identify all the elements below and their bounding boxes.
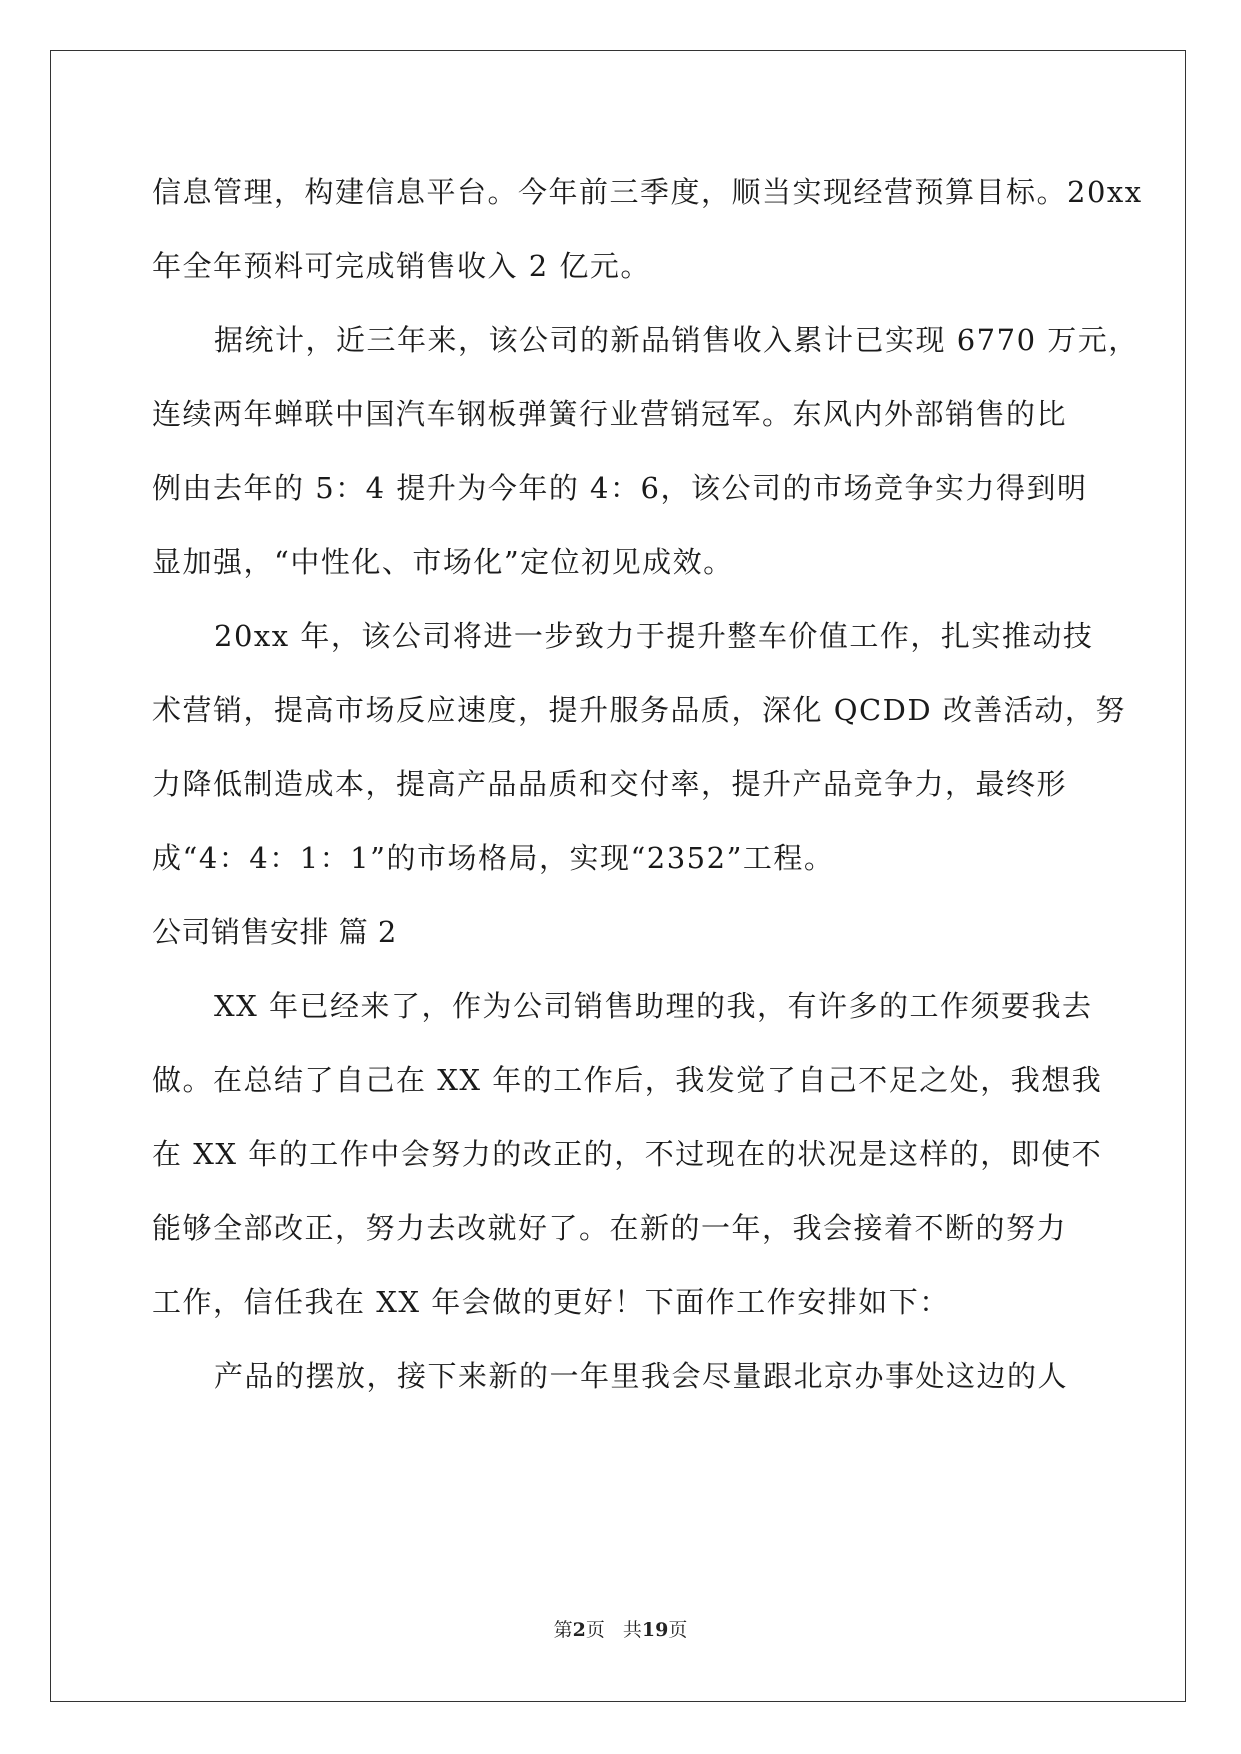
text-line: 术营销，提高市场反应速度，提升服务品质，深化 QCDD 改善活动，努 — [152, 693, 1126, 727]
text-line: 例由去年的 5：4 提升为今年的 4：6，该公司的市场竞争实力得到明 — [152, 471, 1088, 505]
total-prefix: 共 — [622, 1619, 642, 1641]
total-suffix: 页 — [668, 1619, 688, 1641]
total-pages: 19 — [641, 1619, 669, 1641]
paragraph-start-line: 据统计，近三年来，该公司的新品销售收入累计已实现 6770 万元， — [214, 323, 1139, 357]
text-line: 在 XX 年的工作中会努力的改正的，不过现在的状况是这样的，即使不 — [152, 1137, 1103, 1171]
paragraph-start-line: XX 年已经来了，作为公司销售助理的我，有许多的工作须要我去 — [214, 989, 1093, 1023]
text-line: 力降低制造成本，提高产品品质和交付率，提升产品竞争力，最终形 — [152, 767, 1068, 801]
page-footer — [0, 1615, 1241, 1642]
document-body — [152, 155, 1143, 1413]
page-number: 2 — [572, 1619, 586, 1641]
page-prefix: 第 — [553, 1619, 573, 1641]
text-line: 显加强，“中性化、市场化”定位初见成效。 — [152, 545, 734, 579]
text-line: 做。在总结了自己在 XX 年的工作后，我发觉了自己不足之处，我想我 — [152, 1063, 1103, 1097]
paragraph-start-line: 产品的摆放，接下来新的一年里我会尽量跟北京办事处这边的人 — [214, 1359, 1069, 1393]
section-heading: 公司销售安排 篇 2 — [152, 915, 397, 949]
text-line: 年全年预料可完成销售收入 2 亿元。 — [152, 249, 651, 283]
text-line: 工作，信任我在 XX 年会做的更好！下面作工作安排如下： — [152, 1285, 950, 1319]
paragraph-start-line: 20xx 年，该公司将进一步致力于提升整车价值工作，扎实推动技 — [214, 619, 1094, 653]
page-suffix: 页 — [585, 1619, 605, 1641]
text-line: 能够全部改正，努力去改就好了。在新的一年，我会接着不断的努力 — [152, 1211, 1068, 1245]
text-line: 连续两年蝉联中国汽车钢板弹簧行业营销冠军。东风内外部销售的比 — [152, 397, 1068, 431]
text-line: 成“4：4：1：1”的市场格局，实现“2352”工程。 — [152, 841, 835, 875]
text-line: 信息管理，构建信息平台。今年前三季度，顺当实现经营预算目标。20xx — [152, 175, 1143, 209]
